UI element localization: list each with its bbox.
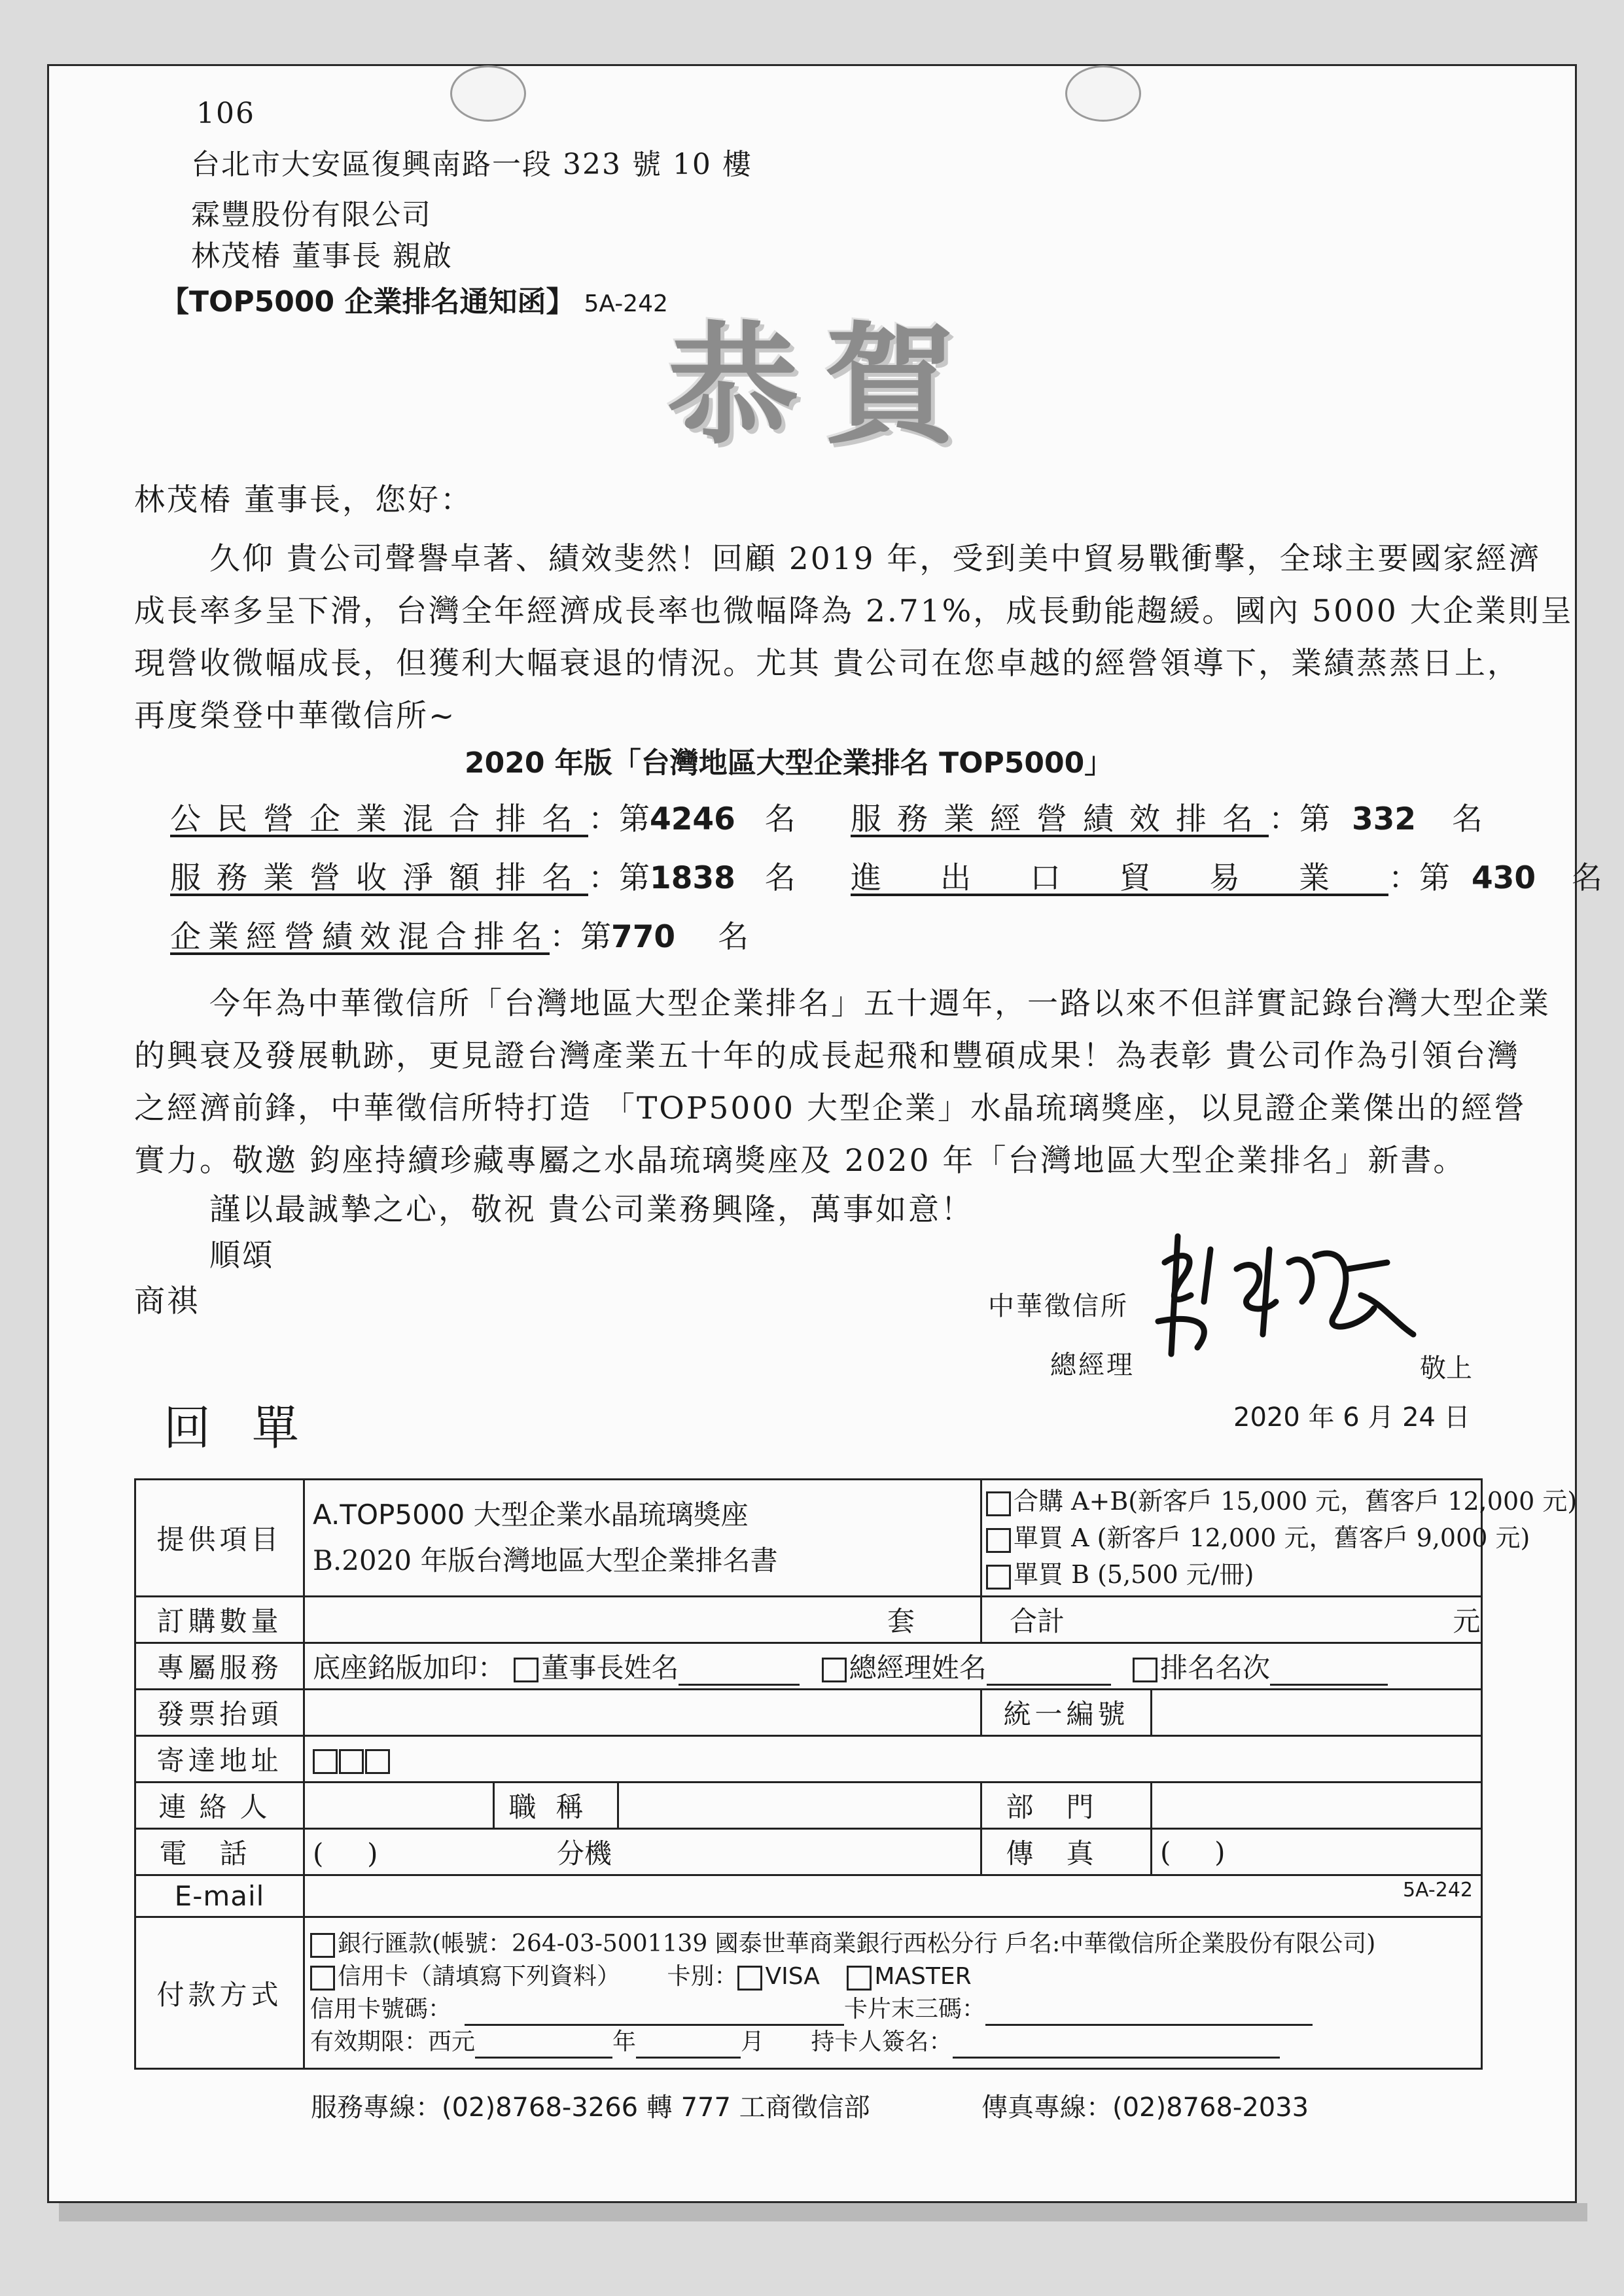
email-input[interactable] <box>304 1875 1482 1917</box>
para2-line4: 實力。敬邀 鈞座持續珍藏專屬之水晶琉璃獎座及 2020 年「台灣地區大型企業排名」新書。 <box>134 1143 1466 1179</box>
ranking-value: 332 <box>1351 801 1417 837</box>
chairman-name-checkbox[interactable] <box>514 1658 538 1682</box>
rank-field[interactable] <box>1270 1684 1388 1686</box>
reply-form-title: 回 單 <box>164 1400 312 1455</box>
ranking-prefix: ：第 <box>588 801 650 837</box>
option-b[interactable] <box>986 1556 1473 1593</box>
ranking-title: 2020 年版「台灣地區大型企業排名 TOP5000」 <box>465 746 1114 780</box>
mailing-address: 台北市大安區復興南路一段 323 號 10 樓 <box>191 148 752 181</box>
ranking-prefix: ：第 <box>1388 860 1450 896</box>
visa-label: VISA <box>765 1962 820 1990</box>
recipient-name: 林茂椿 董事長 親啟 <box>191 239 453 273</box>
bank-transfer-label: 銀行匯款(帳號：264-03-5001139 國泰世華商業銀行西松分行 戶名:中華徵信所企業股份有限公司) <box>338 1930 1376 1957</box>
phone-label: 電話 <box>135 1829 304 1875</box>
quantity-input[interactable] <box>304 1597 981 1643</box>
ranking-value: 1838 <box>650 860 735 896</box>
notice-title-line <box>160 278 668 320</box>
payment-bank[interactable] <box>310 1928 1473 1960</box>
invoice-label: 發票抬頭 <box>135 1690 304 1736</box>
total-unit: 元 <box>1453 1605 1481 1637</box>
ranking-row <box>170 854 796 897</box>
holder-sign-label: 持卡人簽名： <box>811 2028 953 2055</box>
service-hotline: 服務專線：(02)8768-3266 轉 777 工商徵信部 <box>311 2093 870 2123</box>
chairman-name-label: 董事長姓名 <box>541 1652 679 1684</box>
ranking-label: 服務業經營績效排名 <box>851 801 1269 837</box>
department-label: 部門 <box>981 1783 1152 1829</box>
ranking-prefix: ：第 <box>550 919 611 955</box>
option-combo-label: 合購 A+B(新客戶 15,000 元，舊客戶 12,000 元) <box>1014 1487 1578 1516</box>
notice-title: 【TOP5000 企業排名通知函】 <box>160 285 575 319</box>
gm-name-checkbox[interactable] <box>822 1658 847 1682</box>
extension-label: 分機 <box>556 1837 612 1870</box>
ranking-row <box>170 913 749 956</box>
item-a: A.TOP5000 大型企業水晶琉璃獎座 <box>313 1499 749 1531</box>
notice-code: 5A-242 <box>584 290 668 317</box>
purchase-options <box>981 1480 1578 1597</box>
service-cell <box>304 1643 1482 1690</box>
form-row-address <box>135 1736 1482 1783</box>
form-code: 5A-242 <box>1402 1879 1474 1902</box>
company-name: 霖豐股份有限公司 <box>191 198 432 232</box>
ranking-label: 進出口貿易業 <box>851 860 1388 896</box>
ranking-suffix: 名 <box>1452 801 1483 837</box>
form-row-invoice <box>135 1690 1482 1736</box>
visa-checkbox[interactable] <box>737 1966 762 1991</box>
para1-line2: 成長率多呈下滑，台灣全年經濟成長率也微幅降為 2.71%，成長動能趨緩。國內 5000 大企業則呈 <box>134 593 1574 629</box>
payment-label: 付款方式 <box>135 1917 304 2069</box>
card-cvv-label: 卡片末三碼： <box>844 1995 986 2023</box>
option-combo-checkbox[interactable] <box>986 1491 1011 1516</box>
respect-closing: 敬上 <box>1420 1353 1472 1383</box>
form-row-contact <box>135 1783 1482 1829</box>
rank-checkbox[interactable] <box>1133 1658 1157 1682</box>
ranking-suffix: 名 <box>718 919 749 955</box>
page-shadow <box>59 2203 1587 2221</box>
closing-business: 商祺 <box>134 1283 200 1319</box>
contact-input[interactable] <box>304 1783 494 1829</box>
form-row-payment <box>135 1917 1482 2069</box>
postal-code: 106 <box>196 97 255 130</box>
para2-line1: 今年為中華徵信所「台灣地區大型企業排名」五十週年，一路以來不但詳實記錄台灣大型企業 <box>209 986 1551 1022</box>
credit-card-checkbox[interactable] <box>310 1966 335 1991</box>
ranking-label: 公民營企業混合排名 <box>170 801 588 837</box>
expiry-month-label: 月 <box>741 2028 765 2055</box>
ranking-row <box>851 854 1602 897</box>
form-row-quantity <box>135 1597 1482 1643</box>
ranking-suffix: 名 <box>1572 860 1603 896</box>
sender-org: 中華徵信所 <box>988 1291 1129 1321</box>
ranking-row <box>170 795 796 839</box>
binder-hole-left <box>450 65 526 122</box>
bank-transfer-checkbox[interactable] <box>310 1933 335 1958</box>
department-input[interactable] <box>1152 1783 1482 1829</box>
total-cell[interactable] <box>981 1597 1482 1643</box>
tax-id-label: 統一編號 <box>981 1690 1152 1736</box>
service-text: 底座銘版加印： <box>313 1652 506 1684</box>
fax-area-code: ( ) <box>1160 1835 1226 1868</box>
form-row-items <box>135 1480 1482 1597</box>
ranking-row <box>851 795 1483 839</box>
congratulations-banner: 恭賀 <box>667 309 982 462</box>
form-row-phone <box>135 1829 1482 1875</box>
form-row-email <box>135 1875 1482 1917</box>
job-title-label: 職稱 <box>494 1783 618 1829</box>
payment-cell <box>304 1917 1482 2069</box>
option-b-label: 單買 B (5,500 元/冊) <box>1014 1560 1254 1589</box>
gm-name-label: 總經理姓名 <box>849 1652 987 1684</box>
para1-line4: 再度榮登中華徵信所~ <box>134 698 457 734</box>
quantity-label: 訂購數量 <box>135 1597 304 1643</box>
holder-sign-field[interactable] <box>953 2057 1280 2059</box>
ranking-label: 企業經營績效混合排名 <box>170 919 550 955</box>
quantity-unit: 套 <box>887 1605 915 1637</box>
fax-input[interactable] <box>1152 1829 1482 1875</box>
items-label: 提供項目 <box>135 1480 304 1597</box>
form-row-service <box>135 1643 1482 1690</box>
option-a-checkbox[interactable] <box>986 1528 1011 1553</box>
credit-card-label: 信用卡（請填寫下列資料） <box>338 1962 621 1990</box>
zip-box-1[interactable] <box>313 1749 338 1774</box>
expiry-year-field[interactable] <box>475 2057 612 2059</box>
card-number-line <box>310 1993 1473 2026</box>
item-b: B.2020 年版台灣地區大型企業排名書 <box>313 1544 778 1576</box>
phone-input[interactable] <box>304 1829 981 1875</box>
signature-graphic <box>1139 1223 1426 1374</box>
fax-hotline: 傳真專線：(02)8768-2033 <box>981 2093 1309 2123</box>
payment-card[interactable] <box>310 1960 1473 1993</box>
items-cell <box>304 1480 981 1597</box>
letter-date: 2020 年 6 月 24 日 <box>1233 1402 1470 1433</box>
card-number-label: 信用卡號碼： <box>310 1995 452 2023</box>
ranking-value: 4246 <box>650 801 735 837</box>
rank-label: 排名名次 <box>1160 1652 1271 1684</box>
ranking-prefix: ：第 <box>588 860 650 896</box>
total-label: 合計 <box>1010 1605 1065 1637</box>
contact-label: 連絡人 <box>135 1783 304 1829</box>
zip-box-3[interactable] <box>365 1749 390 1774</box>
order-form-table <box>134 1478 1578 2070</box>
option-a[interactable] <box>986 1520 1530 1556</box>
chairman-name-field[interactable] <box>679 1684 800 1686</box>
ranking-label: 服務業營收淨額排名 <box>170 860 588 896</box>
job-title-input[interactable] <box>618 1783 981 1829</box>
sender-title: 總經理 <box>1050 1350 1135 1380</box>
service-label: 專屬服務 <box>135 1643 304 1690</box>
master-checkbox[interactable] <box>847 1966 872 1991</box>
address-label: 寄達地址 <box>135 1736 304 1783</box>
ranking-prefix: ：第 <box>1269 801 1330 837</box>
para1-line1: 久仰 貴公司聲譽卓著、績效斐然！回顧 2019 年，受到美中貿易戰衝擊，全球主要國家經濟 <box>209 541 1542 577</box>
ranking-suffix: 名 <box>764 860 796 896</box>
expiry-year-label: 年 <box>612 2028 637 2055</box>
gm-name-field[interactable] <box>987 1684 1111 1686</box>
invoice-input[interactable] <box>304 1690 981 1736</box>
phone-area-code: ( ) <box>313 1837 378 1870</box>
master-label: MASTER <box>874 1962 972 1990</box>
card-type-label: 卡別： <box>667 1962 738 1990</box>
option-a-label: 單買 A (新客戶 12,000 元，舊客戶 9,000 元) <box>1014 1523 1530 1552</box>
expiry-label: 有效期限：西元 <box>310 2028 476 2055</box>
closing-regards: 順頌 <box>209 1238 275 1274</box>
tax-id-input[interactable] <box>1152 1690 1482 1736</box>
para2-line2: 的興衰及發展軌跡，更見證台灣產業五十年的成長起飛和豐碩成果！為表彰 貴公司作為引領台灣 <box>134 1038 1520 1074</box>
address-input[interactable] <box>304 1736 1482 1783</box>
option-b-checkbox[interactable] <box>986 1565 1011 1590</box>
expiry-month-field[interactable] <box>636 2057 741 2059</box>
para1-line3: 現營收微幅成長，但獲利大幅衰退的情況。尤其 貴公司在您卓越的經營領導下，業績蒸蒸日上， <box>134 646 1520 682</box>
ranking-suffix: 名 <box>764 801 796 837</box>
option-combo[interactable] <box>986 1483 1578 1520</box>
email-label: E-mail <box>135 1875 304 1917</box>
zip-box-2[interactable] <box>339 1749 364 1774</box>
ranking-value: 770 <box>611 919 676 955</box>
para2-line5: 謹以最誠摯之心，敬祝 貴公司業務興隆，萬事如意！ <box>209 1192 974 1228</box>
ranking-value: 430 <box>1471 860 1536 896</box>
binder-hole-right <box>1065 65 1141 122</box>
fax-label: 傳真 <box>981 1829 1152 1875</box>
greeting: 林茂椿 董事長，您好： <box>134 482 473 518</box>
card-expiry-line <box>310 2026 1473 2059</box>
para2-line3: 之經濟前鋒，中華徵信所特打造 「TOP5000 大型企業」水晶琉璃獎座，以見證企業傑出的經營 <box>134 1090 1527 1126</box>
